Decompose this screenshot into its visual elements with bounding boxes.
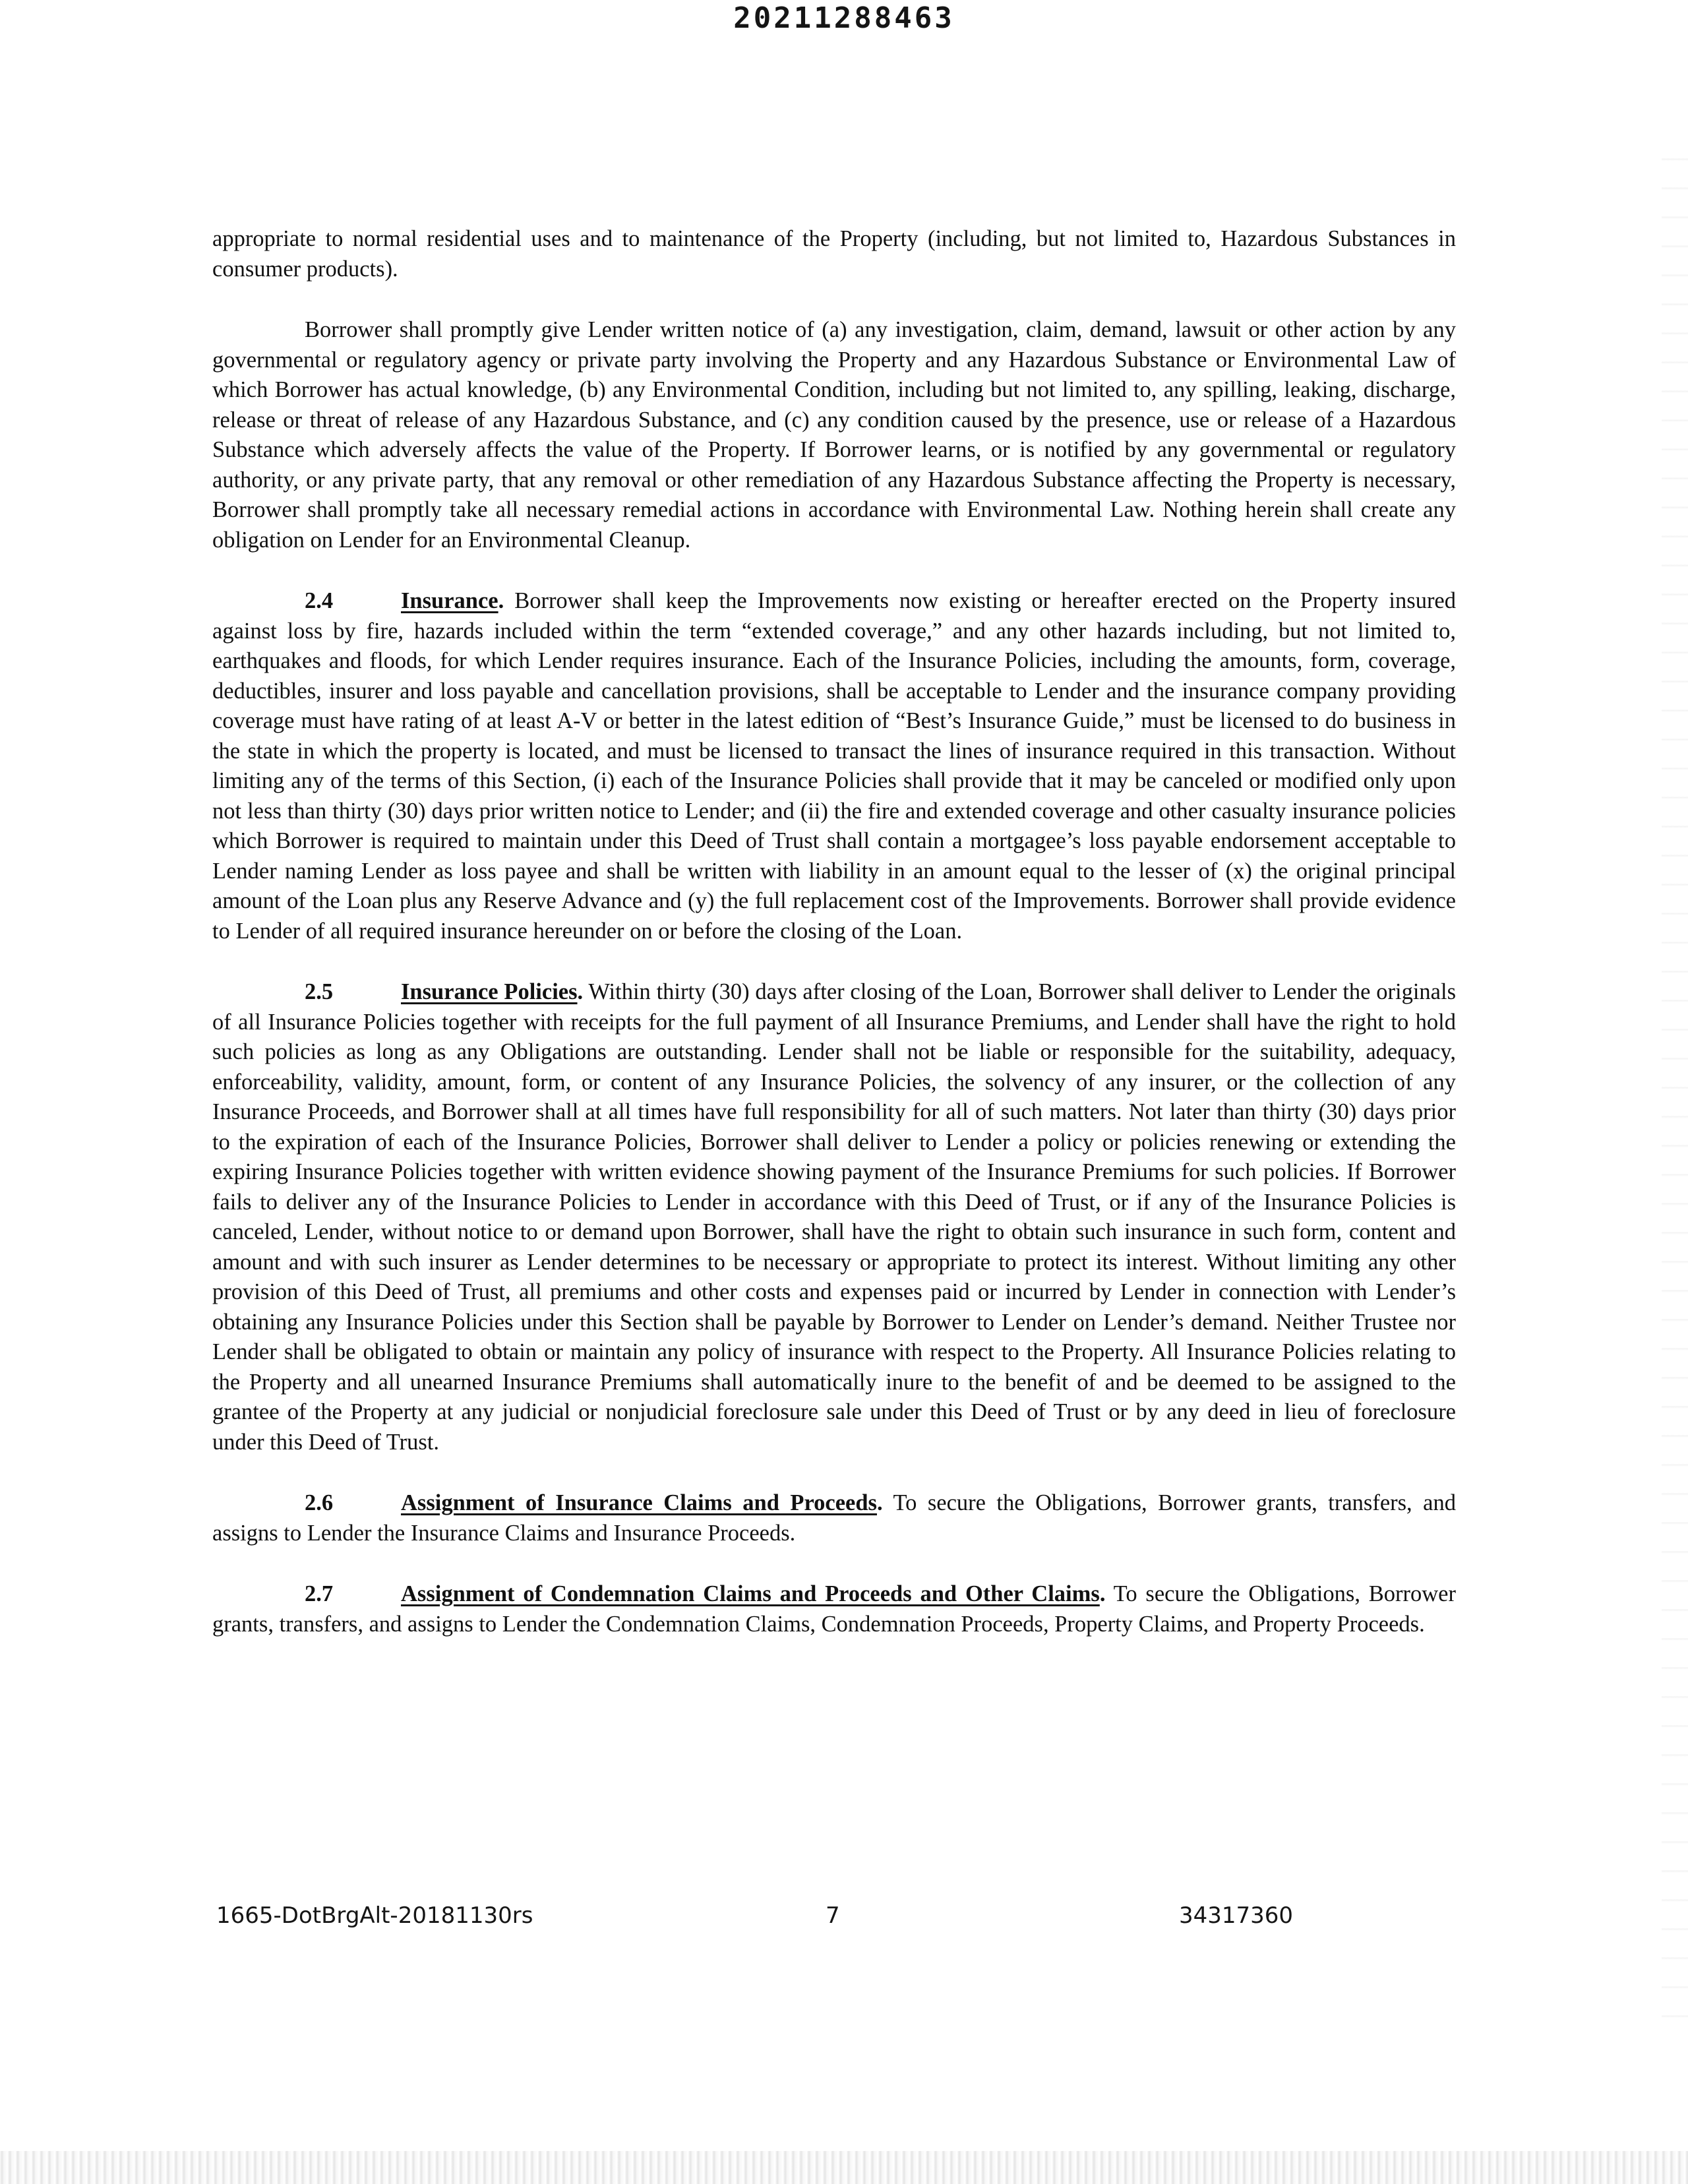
section-number: 2.6 <box>305 1490 334 1515</box>
page-footer <box>0 1902 1688 1935</box>
paragraph-environmental-notice <box>212 315 1456 555</box>
section-number: 2.4 <box>305 588 334 613</box>
section-title: Assignment of Insurance Claims and Proceeds <box>401 1490 877 1515</box>
section-text: To secure the Obligations, Borrower grants, transfers, and assigns to Lender the Insurance Claims and Insurance Proceeds. <box>212 1490 1456 1546</box>
footer-loan-number: 34317360 <box>1179 1902 1294 1929</box>
section-title: Insurance <box>401 588 498 613</box>
section-text: Within thirty (30) days after closing of the Loan, Borrower shall deliver to Lender the originals of all Insurance Policies together with receipts for the full payment of all Insurance Premiums, and Lender shall have the right to hold such policies as long as any Obligations are outstanding. Lender shall not be liable or responsible for the suitability, adequacy, enforceability, validity, amount, form, or content of any Insurance Policies, the solvency of any insurer, or the collection of any Insurance Proceeds, and Borrower shall at all times have full responsibility for all of such matters. Not later than thirty (30) days prior to the expiration of each of the Insurance Policies, Borrower shall deliver to Lender a policy or policies renewing or extending the expiring Insurance Policies together with written evidence showing payment of the Insurance Premiums for such policies. If Borrower fails to deliver any of the Insurance Policies to Lender in accordance with this Deed of Trust, or if any of the Insurance Policies is canceled, Lender, without notice to or demand upon Borrower, shall have the right to obtain such insurance in such form, content and amount and with such insurer as Lender determines to be necessary or appropriate to protect its interest. Without limiting any other provision of this Deed of Trust, all premiums and other costs and expenses paid or incurred by Lender in connection with Lender’s obtaining any Insurance Policies under this Section shall be payable by Borrower to Lender on Lender’s demand. Neither Trustee nor Lender shall be obligated to obtain or maintain any policy of insurance with respect to the Property. All Insurance Policies relating to the Property and all unearned Insurance Premiums shall automatically inure to the benefit of and be deemed to be assigned to the grantee of the Property at any judicial or nonjudicial foreclosure sale under this Deed of Trust or by any deed in lieu of foreclosure under this Deed of Trust. <box>212 979 1456 1455</box>
section-2-5-insurance-policies: 2.5 Insurance Policies. Within thirty (30) days after closing of the Loan, Borrower shall deliver to Lender the originals of all Insurance Policies together with receipts for the full payment of all Insurance Premiums, and Lender shall have the right to hold such policies as long as any Obligations are outstanding. Lender shall not be liable or responsible for the suitability, adequacy, enforceability, validity, amount, form, or content of any Insurance Policies, the solvency of any insurer, or the collection of any Insurance Proceeds, and Borrower shall at all times have full responsibility for all of such matters. Not later than thirty (30) days prior to the expiration of each of the Insurance Policies, Borrower shall deliver to Lender a policy or policies renewing or extending the expiring Insurance Policies together with written evidence showing payment of the Insurance Premiums for such policies. If Borrower fails to deliver any of the Insurance Policies to Lender in accordance with this Deed of Trust, or if any of the Insurance Policies is canceled, Lender, without notice to or demand upon Borrower, shall have the right to obtain such insurance in such form, content and amount and with such insurer as Lender determines to be necessary or appropriate to protect its interest. Without limiting any other provision of this Deed of Trust, all premiums and other costs and expenses paid or incurred by Lender in connection with Lender’s obtaining any Insurance Policies under this Section shall be payable by Borrower to Lender on Lender’s demand. Neither Trustee nor Lender shall be obligated to obtain or maintain any policy of insurance with respect to the Property. All Insurance Policies relating to the Property and all unearned Insurance Premiums shall automatically inure to the benefit of and be deemed to be assigned to the grantee of the Property at any judicial or nonjudicial foreclosure sale under this Deed of Trust or by any deed in lieu of foreclosure under this Deed of Trust. <box>212 977 1456 1457</box>
section-text: To secure the Obligations, Borrower grants, transfers, and assigns to Lender the Condemnation Claims, Condemnation Proceeds, Property Claims, and Property Proceeds. <box>212 1581 1456 1637</box>
footer-form-id: 1665-DotBrgAlt-20181130rs <box>216 1902 533 1929</box>
paragraph-text: Borrower shall promptly give Lender written notice of (a) any investigation, claim, demand, lawsuit or other action by any governmental or regulatory agency or private party involving the Property and any Hazardous Substance or Environmental Law of which Borrower has actual knowledge, (b) any Environmental Condition, including but not limited to, any spilling, leaking, discharge, release or threat of release of any Hazardous Substance, and (c) any condition caused by the presence, use or release of a Hazardous Substance which adversely affects the value of the Property. If Borrower learns, or is notified by any governmental or regulatory authority, or any private party, that any removal or other remediation of any Hazardous Substance affecting the Property is necessary, Borrower shall promptly take all necessary remedial actions in accordance with Environmental Law. Nothing herein shall create any obligation on Lender for an Environmental Cleanup. <box>212 317 1456 553</box>
section-title: Insurance Policies <box>401 979 578 1004</box>
paragraph-text: appropriate to normal residential uses and to maintenance of the Property (including, but not limited to, Hazardous Substances in consumer products). <box>212 226 1456 282</box>
section-text: Borrower shall keep the Improvements now existing or hereafter erected on the Property insured against loss by fire, hazards included within the term “extended coverage,” and any other hazards including, but not limited to, earthquakes and floods, for which Lender requires insurance. Each of the Insurance Policies, including the amounts, form, coverage, deductibles, insurer and loss payable and cancellation provisions, shall be acceptable to Lender and the insurance company providing coverage must have rating of at least A-V or better in the latest edition of “Best’s Insurance Guide,” must be licensed to do business in the state in which the property is located, and must be licensed to transact the lines of insurance required in this transaction. Without limiting any of the terms of this Section, (i) each of the Insurance Policies shall provide that it may be canceled or modified only upon not less than thirty (30) days prior written notice to Lender; and (ii) the fire and extended coverage and other casualty insurance policies which Borrower is required to maintain under this Deed of Trust shall contain a mortgagee’s loss payable endorsement acceptable to Lender naming Lender as loss payee and shall be written with liability in an amount equal to the lesser of (x) the original principal amount of the Loan plus any Reserve Advance and (y) the full replacement cost of the Improvements. Borrower shall provide evidence to Lender of all required insurance hereunder on or before the closing of the Loan. <box>212 588 1456 944</box>
section-number: 2.5 <box>305 979 334 1004</box>
section-2-6-assignment-insurance: 2.6 Assignment of Insurance Claims and Proceeds. To secure the Obligations, Borrower grants, transfers, and assigns to Lender the Insurance Claims and Insurance Proceeds. <box>212 1488 1456 1548</box>
section-number: 2.7 <box>305 1581 334 1606</box>
section-2-7-assignment-condemnation: 2.7 Assignment of Condemnation Claims and Proceeds and Other Claims. To secure the Obligations, Borrower grants, transfers, and assigns to Lender the Condemnation Claims, Condemnation Proceeds, Property Claims, and Property Proceeds. <box>212 1579 1456 1639</box>
section-title: Assignment of Condemnation Claims and Proceeds and Other Claims <box>401 1581 1100 1606</box>
recording-number: 20211288463 <box>733 1 955 35</box>
scan-edge-artifact <box>1662 132 1688 2044</box>
document-body <box>212 224 1456 1670</box>
footer-page-number: 7 <box>826 1902 840 1929</box>
paragraph-hazardous-continuation <box>212 224 1456 284</box>
scan-bottom-artifact <box>0 2151 1688 2184</box>
section-2-4-insurance: 2.4 Insurance. Borrower shall keep the Improvements now existing or hereafter erected on the Property insured against loss by fire, hazards included within the term “extended coverage,” and any other hazards including, but not limited to, earthquakes and floods, for which Lender requires insurance. Each of the Insurance Policies, including the amounts, form, coverage, deductibles, insurer and loss payable and cancellation provisions, shall be acceptable to Lender and the insurance company providing coverage must have rating of at least A-V or better in the latest edition of “Best’s Insurance Guide,” must be licensed to do business in the state in which the property is located, and must be licensed to transact the lines of insurance required in this transaction. Without limiting any of the terms of this Section, (i) each of the Insurance Policies shall provide that it may be canceled or modified only upon not less than thirty (30) days prior written notice to Lender; and (ii) the fire and extended coverage and other casualty insurance policies which Borrower is required to maintain under this Deed of Trust shall contain a mortgagee’s loss payable endorsement acceptable to Lender naming Lender as loss payee and shall be written with liability in an amount equal to the lesser of (x) the original principal amount of the Loan plus any Reserve Advance and (y) the full replacement cost of the Improvements. Borrower shall provide evidence to Lender of all required insurance hereunder on or before the closing of the Loan. <box>212 586 1456 946</box>
